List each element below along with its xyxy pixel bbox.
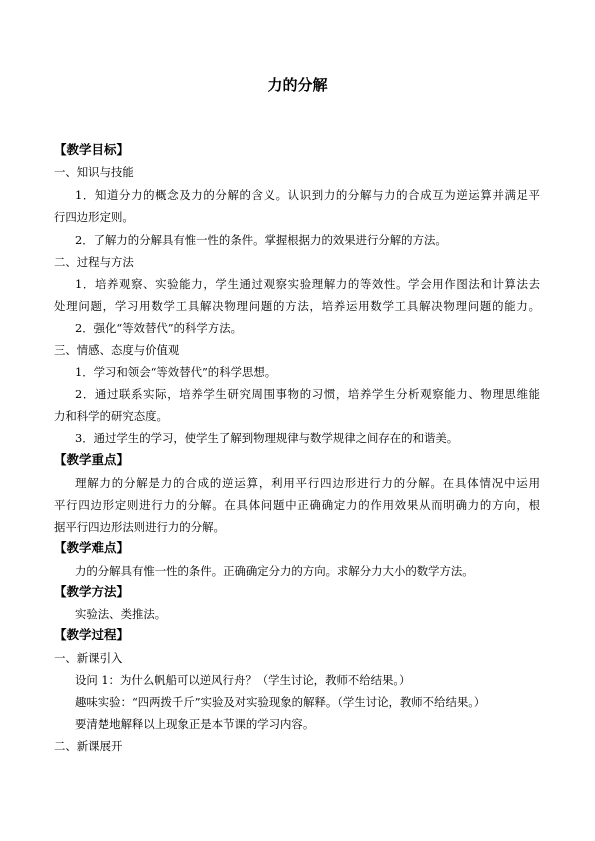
key-points-a: 理解力的分解是力的合成的逆运算，利用平行四边形进行力的分解。在具体情况中运用 (75, 476, 540, 490)
goal-knowledge-1a: 1．知道分力的概念及力的分解的含义。认识到力的分解与力的合成互为逆运算并满足平 (75, 188, 540, 202)
heading-key-points: 【教学重点】 (54, 452, 130, 467)
section-knowledge: 一、知识与技能 (54, 165, 134, 179)
goal-values-1: 1．学习和领会“等效替代”的科学思想。 (75, 365, 277, 379)
process-explain: 要清楚地解释以上现象正是本节课的学习内容。 (75, 717, 315, 731)
heading-difficulty: 【教学难点】 (54, 540, 130, 555)
goal-values-2b: 力和科学的研究态度。 (54, 409, 168, 423)
section-values: 三、情感、态度与价值观 (54, 343, 180, 357)
heading-method: 【教学方法】 (54, 584, 130, 599)
method-text: 实验法、类推法。 (75, 607, 167, 621)
goal-values-3: 3．通过学生的学习，使学生了解到物理规律与数学规律之间存在的和谐美。 (75, 431, 459, 445)
goal-knowledge-2: 2．了解力的分解具有惟一性的条件。掌握根据力的效果进行分解的方法。 (75, 233, 447, 247)
page-title: 力的分解 (267, 76, 328, 94)
key-points-c: 据平行四边形法则进行力的分解。 (54, 520, 225, 534)
goal-process-1a: 1．培养观察、实验能力，学生通过观察实验理解力的等效性。学会用作图法和计算法去 (75, 277, 540, 291)
heading-process: 【教学过程】 (54, 627, 130, 642)
section-new-lesson: 二、新课展开 (54, 739, 123, 753)
goal-knowledge-1b: 行四边形定则。 (54, 210, 134, 224)
section-intro: 一、新课引入 (54, 651, 123, 665)
process-experiment: 趣味实验：“四两拨千斤”实验及对实验现象的解释。（学生讨论，教师不给结果。） (75, 695, 486, 709)
difficulty-text: 力的分解具有惟一性的条件。正确确定分力的方向。求解分力大小的数学方法。 (75, 564, 474, 578)
goal-process-2: 2．强化“等效替代”的科学方法。 (75, 321, 242, 335)
section-process-method: 二、过程与方法 (54, 255, 134, 269)
process-question-1: 设问 1：为什么帆船可以逆风行舟？（学生讨论，教师不给结果。） (75, 673, 411, 687)
key-points-b: 平行四边形定则进行力的分解。在具体问题中正确确定力的作用效果从而明确力的方向，根 (54, 498, 540, 512)
heading-teaching-goals: 【教学目标】 (54, 142, 130, 157)
goal-process-1b: 处理问题，学习用数学工具解决物理问题的方法，培养运用数学工具解决物理问题的能力。 (54, 299, 540, 313)
goal-values-2a: 2．通过联系实际，培养学生研究周围事物的习惯，培养学生分析观察能力、物理思维能 (75, 387, 540, 401)
